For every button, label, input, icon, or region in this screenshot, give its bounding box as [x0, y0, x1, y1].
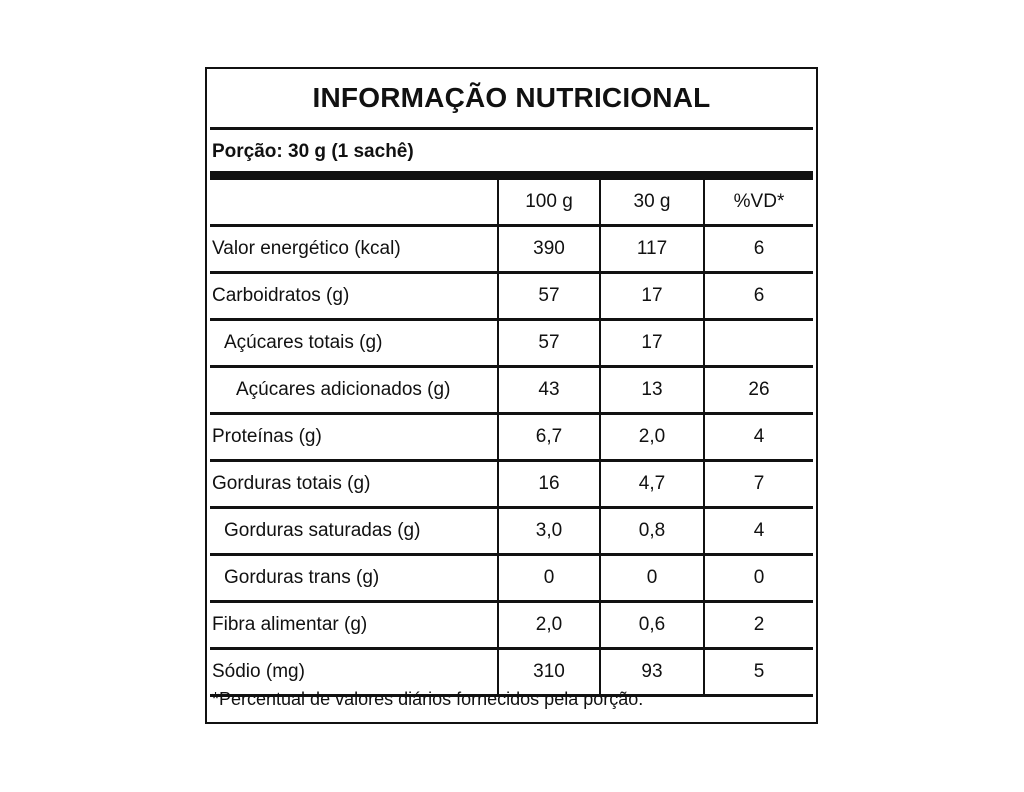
value-per-100g: 16 [498, 461, 600, 508]
table-row [210, 320, 813, 367]
value-per-100g: 310 [498, 649, 600, 696]
column-header-per-portion: 30 g [600, 180, 704, 226]
nutrient-name: Gorduras trans (g) [210, 555, 498, 602]
value-per-100g: 390 [498, 226, 600, 273]
table-row [210, 508, 813, 555]
value-per-100g: 43 [498, 367, 600, 414]
daily-value-percent: 4 [704, 414, 813, 461]
nutrition-table [210, 180, 813, 697]
table-row [210, 461, 813, 508]
column-header-nutrient [210, 180, 498, 226]
daily-value-percent: 6 [704, 226, 813, 273]
column-header-per-100g: 100 g [498, 180, 600, 226]
value-per-portion: 17 [600, 320, 704, 367]
daily-value-percent: 7 [704, 461, 813, 508]
table-row [210, 273, 813, 320]
table-header-row [210, 180, 813, 226]
nutrient-name: Proteínas (g) [210, 414, 498, 461]
portion-size: Porção: 30 g (1 sachê) [212, 141, 414, 162]
daily-value-percent: 6 [704, 273, 813, 320]
value-per-portion: 117 [600, 226, 704, 273]
title-divider [210, 127, 813, 130]
value-per-100g: 57 [498, 320, 600, 367]
nutrient-name: Açúcares totais (g) [210, 320, 498, 367]
value-per-portion: 93 [600, 649, 704, 696]
daily-value-percent: 26 [704, 367, 813, 414]
nutrient-name: Gorduras saturadas (g) [210, 508, 498, 555]
value-per-100g: 3,0 [498, 508, 600, 555]
daily-value-percent [704, 320, 813, 367]
nutrient-name: Açúcares adicionados (g) [210, 367, 498, 414]
value-per-100g: 2,0 [498, 602, 600, 649]
value-per-portion: 13 [600, 367, 704, 414]
thick-divider [210, 171, 813, 180]
table-row [210, 367, 813, 414]
column-header-daily-value: %VD* [704, 180, 813, 226]
value-per-portion: 0 [600, 555, 704, 602]
value-per-portion: 17 [600, 273, 704, 320]
table-row [210, 555, 813, 602]
nutrient-name: Carboidratos (g) [210, 273, 498, 320]
value-per-portion: 2,0 [600, 414, 704, 461]
daily-value-percent: 5 [704, 649, 813, 696]
value-per-portion: 0,8 [600, 508, 704, 555]
daily-value-footnote: *Percentual de valores diários fornecidos pela porção. [212, 689, 644, 709]
nutrient-name: Valor energético (kcal) [210, 226, 498, 273]
daily-value-percent: 0 [704, 555, 813, 602]
nutrient-name: Sódio (mg) [210, 649, 498, 696]
nutrient-name: Fibra alimentar (g) [210, 602, 498, 649]
table-row [210, 602, 813, 649]
daily-value-percent: 4 [704, 508, 813, 555]
nutrition-facts-label [205, 67, 818, 724]
value-per-100g: 0 [498, 555, 600, 602]
nutrition-table-body [210, 180, 813, 696]
daily-value-percent: 2 [704, 602, 813, 649]
value-per-portion: 0,6 [600, 602, 704, 649]
table-row [210, 414, 813, 461]
nutrient-name: Gorduras totais (g) [210, 461, 498, 508]
label-title: INFORMAÇÃO NUTRICIONAL [312, 82, 711, 113]
table-row [210, 226, 813, 273]
value-per-100g: 57 [498, 273, 600, 320]
value-per-100g: 6,7 [498, 414, 600, 461]
value-per-portion: 4,7 [600, 461, 704, 508]
